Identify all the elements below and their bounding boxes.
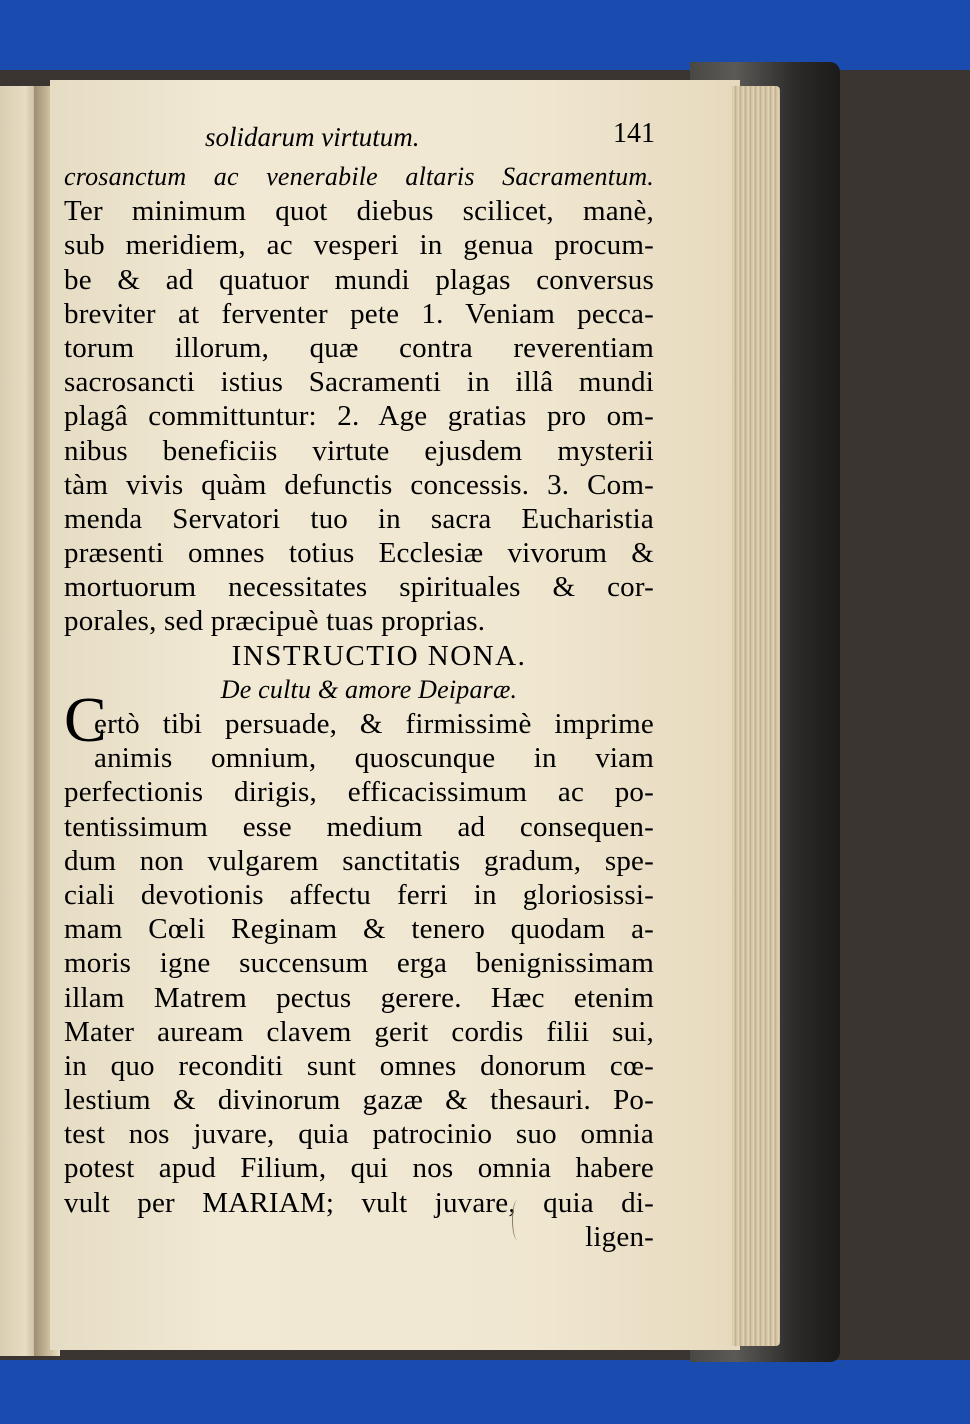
page-number: 141 (613, 118, 655, 149)
text-line: sacrosancti istius Sacramenti in illâ mundi (64, 366, 654, 399)
text-line: tàm vivis quàm defunctis concessis. 3. Com- (64, 468, 654, 501)
text-line: be & ad quatuor mundi plagas conversus (64, 263, 654, 296)
text-line: menda Servatori tuo in sacra Eucharistia (64, 502, 654, 535)
section-heading: INSTRUCTIO NONA. (231, 639, 527, 672)
text-block (64, 160, 654, 1254)
text-line: illam Matrem pectus gerere. Hæc etenim (64, 981, 654, 1014)
text-line: dum non vulgarem sanctitatis gradum, spe- (64, 844, 654, 877)
text-line: tentissimum esse medium ad consequen- (64, 810, 654, 843)
text-line: lestium & divinorum gazæ & thesauri. Po- (64, 1084, 654, 1117)
text-line: Mater auream clavem gerit cordis filii sui, (64, 1015, 654, 1048)
text-line: plagâ committuntur: 2. Age gratias pro om- (64, 400, 654, 433)
running-header (205, 118, 655, 158)
text-line: in quo reconditi sunt omnes donorum cœ- (64, 1049, 654, 1082)
text-line: vult per MARIAM; vult juvare, quia di- (64, 1186, 654, 1219)
text-line: torum illorum, quæ contra reverentiam (64, 331, 654, 364)
catchword: ligen- (585, 1220, 654, 1253)
text-line: ciali devotionis affectu ferri in gloriosissi- (64, 878, 654, 911)
text-line: moris igne succensum erga benignissimam (64, 947, 654, 980)
running-title: solidarum virtutum. (205, 122, 420, 152)
text-line: crosanctum ac venerabile altaris Sacramentum. (64, 162, 654, 191)
page-edges (732, 86, 780, 1346)
drop-initial: C (64, 684, 107, 755)
text-line: mortuorum necessitates spirituales & cor- (64, 571, 654, 604)
text-line: sub meridiem, ac vesperi in genua procum- (64, 229, 654, 262)
text-line: nibus beneficiis virtute ejusdem mysterii (64, 434, 654, 467)
text-line: perfectionis dirigis, efficacissimum ac po- (64, 776, 654, 809)
section-subheading: De cultu & amore Deiparæ. (220, 674, 518, 704)
text-line: Ter minimum quot diebus scilicet, manè, (64, 195, 654, 228)
text-line: præsenti omnes totius Ecclesiæ vivorum & (64, 537, 654, 570)
text-line: potest apud Filium, qui nos omnia habere (64, 1152, 654, 1185)
text-line: breviter at ferventer pete 1. Veniam pecca- (64, 297, 654, 330)
text-line: porales, sed præcipuè tuas proprias. (64, 605, 486, 638)
paper-mark (512, 1200, 523, 1240)
text-line: mam Cœli Reginam & tenero quodam a- (64, 913, 654, 946)
text-line: animis omnium, quoscunque in viam (94, 742, 654, 775)
text-line: test nos juvare, quia patrocinio suo omnia (64, 1118, 654, 1151)
text-line: ertò tibi persuade, & firmissimè imprime (94, 708, 654, 740)
